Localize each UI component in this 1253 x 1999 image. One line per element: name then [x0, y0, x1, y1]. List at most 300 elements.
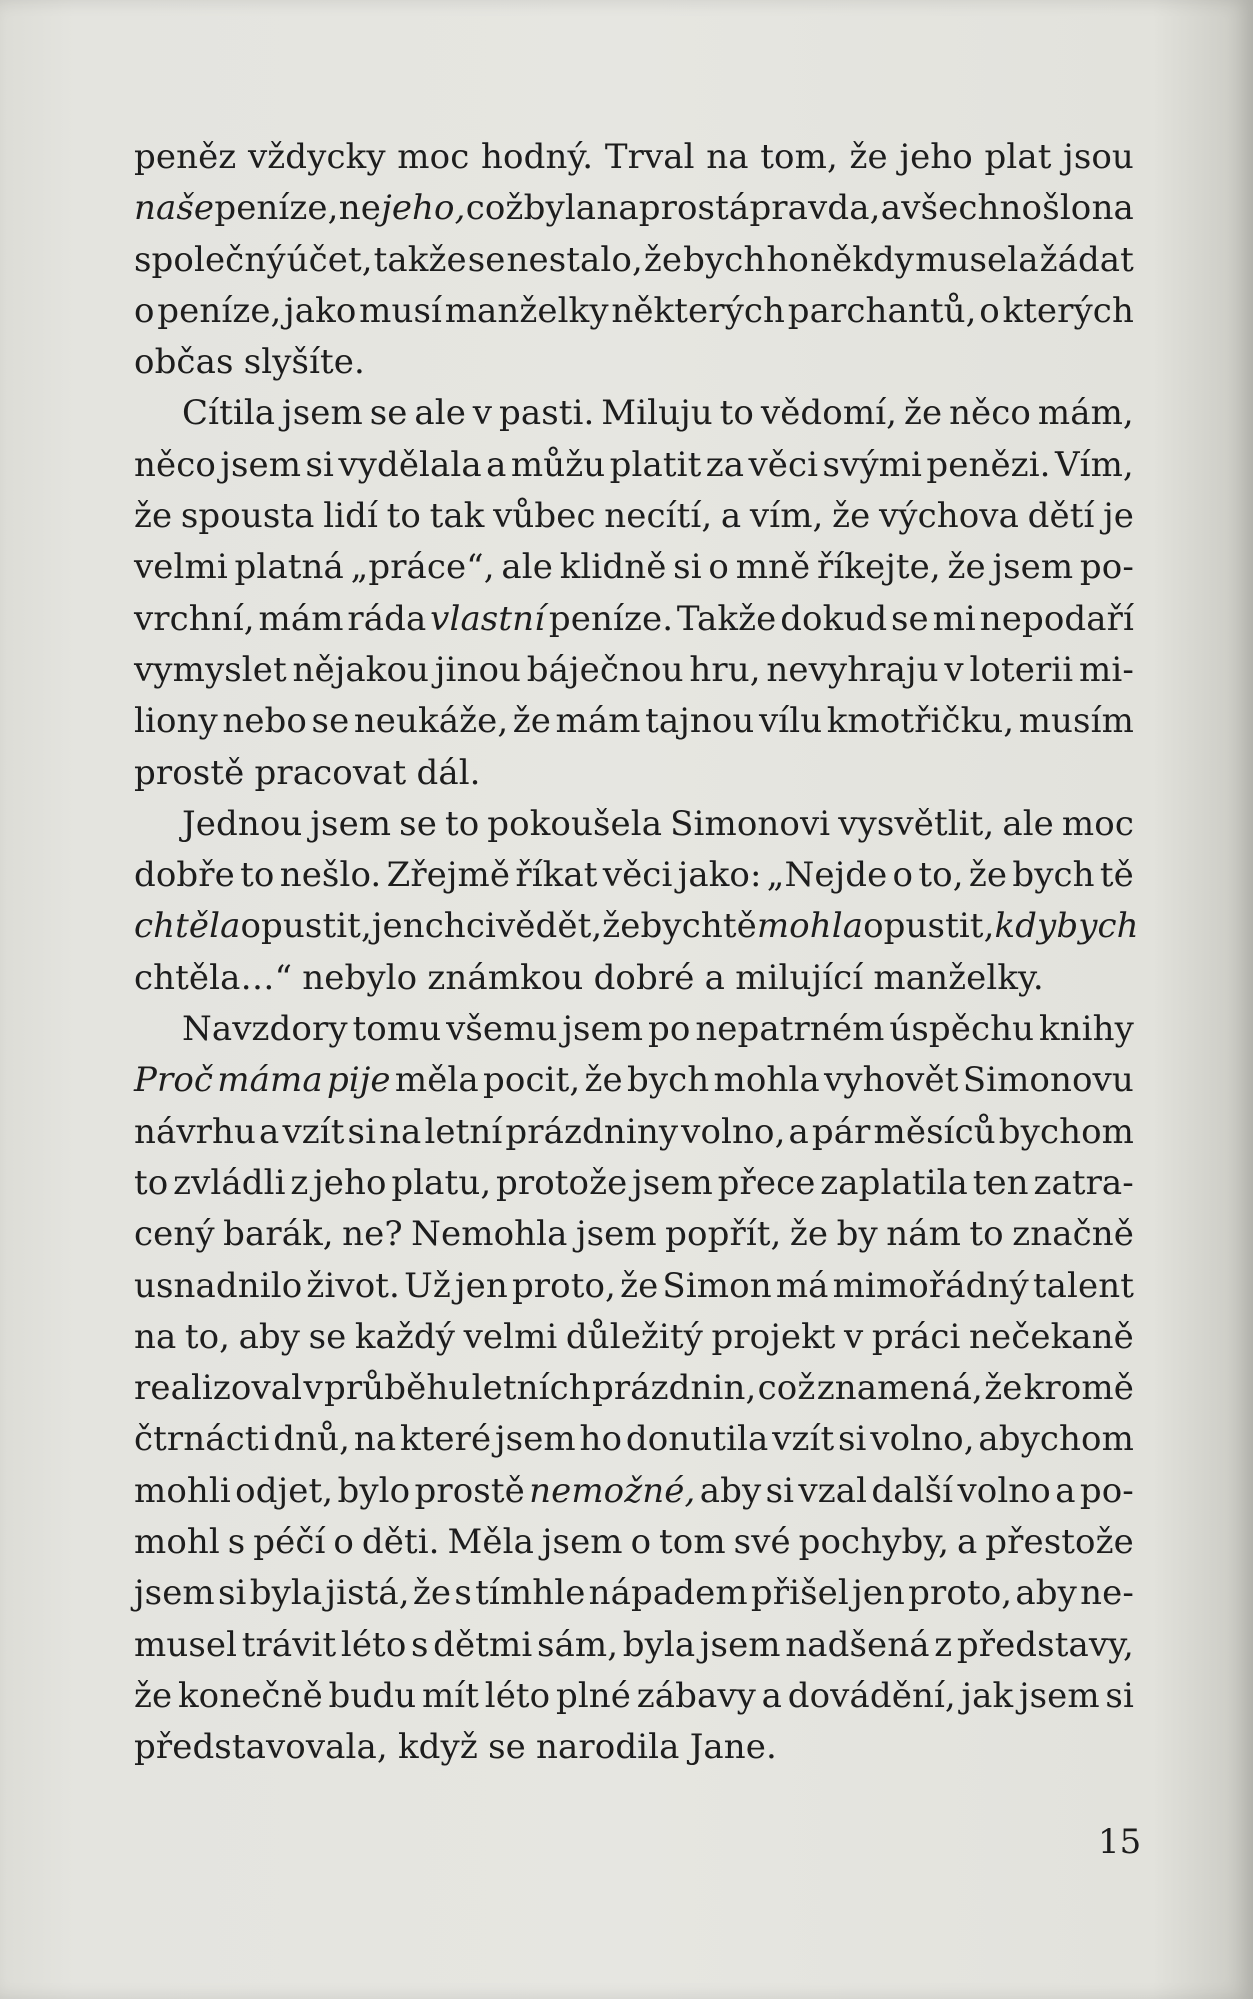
word: necítí,	[604, 496, 713, 537]
word: pracovat	[254, 752, 407, 793]
word: tě	[722, 906, 757, 947]
word: a	[956, 1522, 978, 1563]
text-line	[134, 1671, 1134, 1722]
word: usnadnilo	[134, 1265, 303, 1306]
word: s	[454, 1573, 472, 1614]
word: z	[290, 1162, 309, 1203]
word: Vím,	[1054, 444, 1134, 485]
text-line	[134, 1158, 1134, 1209]
word: to,	[184, 1316, 231, 1357]
italic-word: vlastní	[430, 598, 546, 639]
word: musím	[1018, 701, 1134, 742]
word: Zřejmě	[386, 855, 511, 896]
word: což	[757, 1368, 816, 1409]
word: donutila	[625, 1419, 769, 1460]
word: nečekaně	[969, 1316, 1134, 1357]
word: byla	[249, 1573, 323, 1614]
word: ne-	[1080, 1573, 1134, 1614]
word: platit	[609, 444, 702, 485]
word: dnů,	[273, 1419, 351, 1460]
word: cený	[134, 1214, 215, 1255]
word: že	[832, 496, 871, 537]
word: by	[836, 1214, 878, 1255]
text-line	[134, 388, 1134, 439]
word: nám	[886, 1214, 961, 1255]
word: nebo	[222, 701, 307, 742]
word: a	[486, 444, 507, 485]
word: letní	[424, 1111, 503, 1152]
word: šlo	[1042, 188, 1092, 229]
word: talent	[1032, 1265, 1134, 1306]
word: dětí	[1027, 496, 1095, 537]
word: občas	[134, 342, 234, 383]
word: lidí	[323, 496, 378, 537]
word: a	[880, 188, 902, 229]
word: jsem	[992, 547, 1074, 588]
text-line	[134, 542, 1134, 593]
text-line	[134, 1209, 1134, 1260]
word: klidně	[559, 547, 667, 588]
word: že	[134, 1675, 173, 1716]
word: průběhu	[324, 1368, 471, 1409]
word: zvládli	[173, 1162, 286, 1203]
word: žádat	[1039, 239, 1134, 280]
word: nebylo	[302, 957, 418, 998]
word: ráda	[347, 598, 427, 639]
word: nestalo,	[506, 239, 643, 280]
word: má	[775, 1265, 829, 1306]
word: společný	[134, 239, 286, 280]
word: dobré	[593, 957, 695, 998]
word: mám,	[1037, 393, 1134, 434]
word: něco	[949, 393, 1031, 434]
text-line	[134, 645, 1134, 696]
text-line	[134, 132, 1134, 183]
word: spousta	[180, 496, 315, 537]
word: vílu	[758, 701, 823, 742]
word: Trval	[604, 137, 695, 177]
word: že	[789, 1214, 829, 1255]
word: narodila	[536, 1727, 680, 1768]
word: vyhovět	[824, 1060, 959, 1101]
word: výchova	[878, 496, 1019, 537]
word: Cítila	[182, 393, 276, 434]
text-line	[134, 748, 1134, 799]
text-line	[134, 901, 1139, 952]
word: zábavy	[636, 1675, 756, 1716]
word: slyšíte.	[243, 342, 365, 383]
word: ale	[414, 393, 466, 434]
word: pasti.	[498, 393, 595, 434]
word: jsem	[310, 803, 392, 844]
word: mám	[555, 701, 641, 742]
word: jinou	[434, 649, 522, 690]
word: aby	[699, 1470, 762, 1511]
word: Jednou	[182, 803, 303, 844]
word: musela	[915, 239, 1039, 280]
word: jak	[961, 1675, 1014, 1716]
word: že	[849, 137, 888, 177]
text-line	[134, 1312, 1134, 1363]
word: musel	[134, 1624, 238, 1665]
text-line	[134, 286, 1134, 337]
word: penězi.	[926, 444, 1051, 485]
word: že	[620, 1265, 659, 1306]
word: říkat	[515, 855, 598, 896]
word: jsem	[562, 1009, 644, 1050]
word: jsem	[282, 393, 363, 434]
word: trávit	[241, 1624, 337, 1665]
word: vědět,	[496, 906, 603, 947]
word: z	[934, 1624, 953, 1665]
word: že	[984, 1368, 1023, 1409]
word: a	[720, 496, 742, 537]
word: kromě	[1023, 1368, 1134, 1409]
word: svými	[822, 444, 922, 485]
word: že	[584, 1060, 623, 1101]
word: pochyby,	[798, 1522, 950, 1563]
word: tak	[429, 496, 485, 537]
word: prázdniny	[505, 1111, 679, 1152]
word: tom	[659, 1522, 726, 1563]
word: mi-	[1079, 649, 1134, 690]
italic-word: jeho,	[381, 188, 466, 229]
word: tímhle	[475, 1573, 586, 1614]
word: to,	[918, 855, 964, 896]
word: knihy	[1038, 1009, 1134, 1050]
word: bych	[1012, 855, 1095, 896]
word: bych	[683, 239, 766, 280]
text-line	[134, 1620, 1134, 1671]
word: měla	[394, 1060, 479, 1101]
word: vím,	[749, 496, 824, 537]
word: se	[369, 393, 408, 434]
word: na	[379, 1111, 422, 1152]
text-line	[134, 337, 1134, 388]
word: ho	[766, 239, 810, 280]
word: manželky.	[873, 957, 1044, 998]
word: o	[630, 1522, 652, 1563]
text-line	[134, 1568, 1134, 1619]
word: ale	[501, 547, 553, 588]
text-line	[134, 1466, 1134, 1517]
word: nešlo.	[279, 855, 382, 896]
word: aby	[238, 1316, 301, 1357]
word: všechno	[901, 188, 1043, 229]
word: si	[837, 1419, 867, 1460]
word: vzít	[282, 1111, 345, 1152]
word: přece	[717, 1162, 816, 1203]
text-line	[134, 1414, 1134, 1465]
word: a	[761, 1675, 783, 1716]
word: volno	[957, 1470, 1051, 1511]
word: se	[891, 598, 929, 639]
word: jistá,	[325, 1573, 410, 1614]
word: opustit,	[863, 906, 995, 947]
word: plné	[555, 1675, 632, 1716]
text-line	[134, 1722, 1134, 1773]
word: naprostá	[596, 188, 750, 229]
word: platu,	[391, 1162, 492, 1203]
word: bychom	[998, 1111, 1134, 1152]
word: léto	[484, 1675, 551, 1716]
text-line	[134, 1363, 1134, 1414]
word: jsem	[134, 1573, 215, 1614]
text-line	[134, 235, 1134, 286]
word: o	[708, 547, 729, 588]
word: sám,	[536, 1624, 619, 1665]
page-number: 15	[1098, 1822, 1142, 1862]
word: jako:	[677, 855, 762, 896]
word: vymyslet	[134, 649, 287, 690]
word: své	[733, 1522, 791, 1563]
word: vždycky	[247, 137, 386, 177]
word: letních	[471, 1368, 591, 1409]
word: pokoušela	[487, 803, 663, 844]
word: jeho	[313, 1162, 387, 1203]
word: Nemohla	[411, 1214, 568, 1255]
text-line	[134, 1517, 1134, 1568]
word: které	[399, 1419, 492, 1460]
word: mimořádný	[832, 1265, 1029, 1306]
word: opustit,	[240, 906, 372, 947]
word: to	[719, 393, 755, 434]
word: Navzdory	[182, 1009, 348, 1050]
italic-word: máma	[217, 1060, 323, 1101]
word: léto	[340, 1624, 407, 1665]
word: Takže	[676, 598, 777, 639]
word: život.	[306, 1265, 400, 1306]
text-line	[134, 696, 1134, 747]
word: bych	[640, 906, 723, 947]
word: peníze.	[548, 598, 674, 639]
word: prázdnin,	[592, 1368, 757, 1409]
word: ten	[972, 1162, 1029, 1203]
word: když	[397, 1727, 478, 1768]
word: proto,	[511, 1265, 616, 1306]
word: důležitý	[565, 1316, 703, 1357]
word: něco	[134, 444, 216, 485]
word: hru,	[689, 649, 761, 690]
word: v	[844, 1316, 864, 1357]
word: vědomí,	[760, 393, 898, 434]
word: manželky	[444, 290, 609, 331]
text-line	[134, 799, 1134, 850]
word: ne	[338, 188, 381, 229]
word: peníze,	[214, 188, 339, 229]
word: a	[1055, 1470, 1076, 1511]
word: že	[968, 855, 1008, 896]
word: si	[217, 1573, 247, 1614]
word: po-	[1079, 547, 1134, 588]
word: „Nejde	[766, 855, 888, 896]
word: jen	[371, 906, 425, 947]
word: nepatrném	[695, 1009, 885, 1050]
word: představovala,	[134, 1727, 388, 1768]
word: Simonovu	[962, 1060, 1134, 1101]
word: na	[134, 1316, 177, 1357]
word: jeho	[899, 137, 973, 177]
word: kterých	[1002, 290, 1134, 331]
word: vzal	[798, 1470, 868, 1511]
word: ho	[579, 1419, 623, 1460]
text-line	[134, 1004, 1134, 1055]
word: jsem	[541, 1522, 623, 1563]
word: volno,	[681, 1111, 786, 1152]
body-text	[134, 132, 1139, 1774]
word: ale	[1002, 803, 1054, 844]
word: Simon	[662, 1265, 772, 1306]
word: pár	[811, 1111, 871, 1152]
word: práci	[871, 1316, 961, 1357]
word: se	[311, 701, 350, 742]
word: v	[472, 393, 493, 434]
word: jako	[284, 290, 357, 331]
word: a	[704, 957, 725, 998]
word: proto,	[908, 1573, 1013, 1614]
italic-word: chtěla	[134, 906, 241, 947]
word: Už	[404, 1265, 451, 1306]
italic-word: pije	[326, 1060, 391, 1101]
text-line	[134, 594, 1134, 645]
word: budu	[328, 1675, 417, 1716]
word: projekt	[711, 1316, 836, 1357]
word: parchantů,	[787, 290, 977, 331]
word: plat	[984, 137, 1052, 177]
word: vydělala	[338, 444, 482, 485]
word: že	[412, 1573, 452, 1614]
word: nápadem	[588, 1573, 748, 1614]
word: pravda,	[749, 188, 881, 229]
word: a	[788, 1111, 809, 1152]
word: chtěla…“	[134, 957, 293, 998]
word: to	[240, 855, 275, 896]
text-line	[134, 1107, 1134, 1158]
word: Jane.	[689, 1727, 777, 1768]
word: že	[602, 906, 641, 947]
word: Miluju	[601, 393, 713, 434]
italic-word: mohla	[756, 906, 864, 947]
word: si	[305, 444, 334, 485]
word: barák,	[223, 1214, 334, 1255]
text-line	[134, 440, 1134, 491]
word: vůbec	[493, 496, 596, 537]
word: jsou	[1063, 137, 1134, 177]
word: přestože	[985, 1522, 1134, 1563]
word: mohla	[713, 1060, 820, 1101]
word: jsem	[495, 1419, 576, 1460]
word: vrchní,	[134, 598, 255, 639]
word: což	[465, 188, 524, 229]
word: ne?	[342, 1214, 403, 1255]
word: prostě	[134, 752, 245, 793]
word: všemu	[446, 1009, 558, 1050]
word: další	[871, 1470, 954, 1511]
word: že	[512, 701, 551, 742]
word: čtrnácti	[134, 1419, 270, 1460]
word: v	[303, 1368, 323, 1409]
word: prostě	[414, 1470, 525, 1511]
word: peněz	[134, 137, 237, 177]
word: byla	[523, 188, 597, 229]
word: to	[969, 1214, 1004, 1255]
word: aby	[1015, 1573, 1077, 1614]
word: věci	[602, 855, 673, 896]
word: loterii	[969, 649, 1074, 690]
word: přišel	[750, 1573, 849, 1614]
word: si	[347, 1111, 377, 1152]
text-line	[134, 850, 1134, 901]
word: Simonovi	[670, 803, 831, 844]
word: tajnou	[645, 701, 755, 742]
word: mi	[932, 598, 976, 639]
word: je	[1103, 496, 1134, 537]
word: měsíců	[873, 1111, 996, 1152]
word: o	[892, 855, 914, 896]
word: takže	[373, 239, 467, 280]
word: byla	[622, 1624, 696, 1665]
word: tom,	[760, 137, 838, 177]
word: věci	[748, 444, 819, 485]
word: o	[134, 290, 155, 331]
word: dobře	[134, 855, 235, 896]
word: úspěchu	[889, 1009, 1035, 1050]
word: návrhu	[134, 1111, 257, 1152]
word: v	[944, 649, 964, 690]
word: konečně	[177, 1675, 323, 1716]
word: že	[947, 547, 986, 588]
word: jsem	[699, 1624, 781, 1665]
word: říkejte,	[816, 547, 941, 588]
word: vzít	[772, 1419, 835, 1460]
italic-word: naše	[134, 188, 215, 229]
word: si	[673, 547, 702, 588]
word: báječnou	[526, 649, 684, 690]
text-line	[134, 183, 1134, 234]
word: značně	[1012, 1214, 1134, 1255]
word: tomu	[352, 1009, 442, 1050]
word: některých	[611, 290, 786, 331]
word: jsem	[575, 1214, 657, 1255]
word: dál.	[416, 752, 481, 793]
word: na	[353, 1419, 397, 1460]
word: to	[386, 496, 421, 537]
word: mohl	[134, 1522, 220, 1563]
word: „práce“,	[350, 547, 495, 588]
word: někdy	[810, 239, 915, 280]
word: liony	[134, 701, 218, 742]
italic-word: Proč	[134, 1060, 214, 1101]
word: představy,	[956, 1624, 1134, 1665]
word: mám	[258, 598, 344, 639]
word: si	[1105, 1675, 1134, 1716]
word: pocit,	[483, 1060, 581, 1101]
word: účet,	[286, 239, 373, 280]
word: o	[333, 1522, 354, 1563]
word: nepodaří	[979, 598, 1134, 639]
text-line	[134, 1261, 1134, 1312]
word: se	[467, 239, 506, 280]
word: neukáže,	[353, 701, 509, 742]
word: znamená,	[816, 1368, 983, 1409]
word: to	[444, 803, 480, 844]
word: abychom	[978, 1419, 1134, 1460]
word: velmi	[134, 547, 228, 588]
word: velmi	[463, 1316, 558, 1357]
word: po-	[1079, 1470, 1134, 1511]
word: že	[643, 239, 683, 280]
word: zaplatila	[820, 1162, 968, 1203]
